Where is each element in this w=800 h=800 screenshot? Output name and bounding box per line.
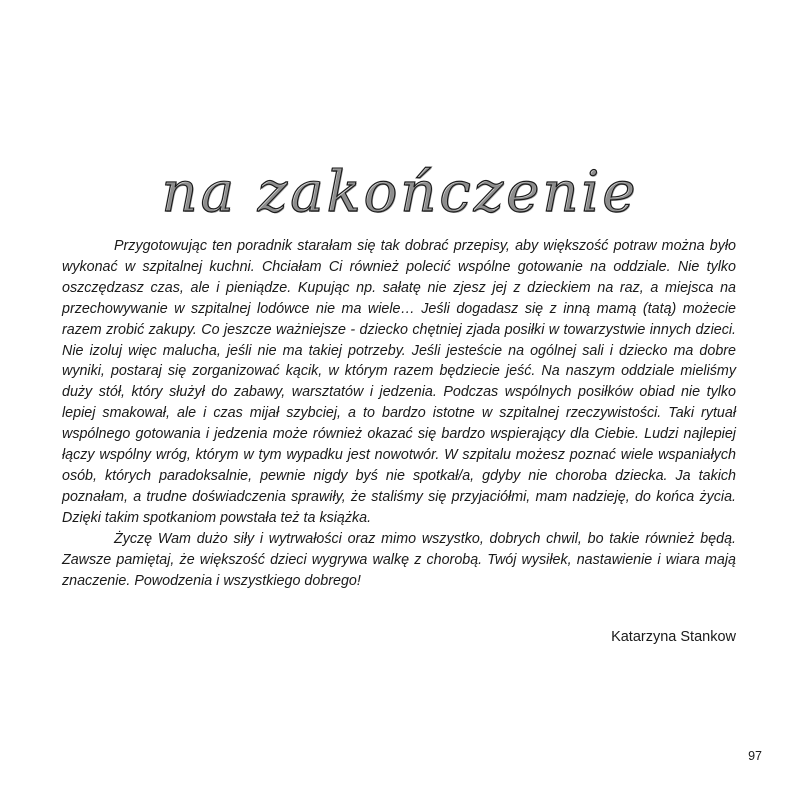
body-text	[62, 236, 736, 591]
page-number: 97	[748, 749, 762, 763]
paragraph-1: Przygotowując ten poradnik starałam się tak dobrać przepisy, aby większość potraw można było wykonać w szpitalnej kuchni. Chciałam Ci również polecić wspólne gotowanie na oddziale. Nie tylko oszczędzasz czas, ale i pieniądze. Kupując np. sałatę nie zjesz jej z dzieckiem na raz, a miejsca na przechowywanie w szpitalnej lodówce nie ma wiele… Jeśli dogadasz się z inną mamą (tatą) możecie razem zrobić zakupy. Co jeszcze ważniejsze - dziecko chętniej zjada posiłki w towarzystwie innych dzieci. Nie izoluj więc malucha, jeśli nie ma takiej potrzeby. Jeśli jesteście na ogólnej sali i dziecko ma dobre wyniki, postaraj się zorganizować kącik, w którym razem będziecie jeść. Na naszym oddziale mieliśmy duży stół, który służył do zabawy, warsztatów i jedzenia. Podczas wspólnych posiłków obiad nie tylko lepiej smakował, ale i czas mijał szybciej, a to bardzo istotne w szpitalnej rzeczywistości. Taki rytuał wspólnego gotowania i jedzenia może również okazać się bardzo wspierający dla Ciebie. Ludzi najlepiej łączy wspólny wróg, którym w tym wypadku jest nowotwór. W szpitalu możesz poznać wiele wspaniałych osób, których paradoksalnie, pewnie nigdy byś nie spotkał/a, gdyby nie choroba dziecka. Ja takich poznałam, a trudne doświadczenia sprawiły, że staliśmy się przyjaciółmi, mam nadzieję, do końca życia. Dzięki takim spotkaniom powstała też ta książka.	[62, 238, 736, 526]
author-signature: Katarzyna Stankow	[611, 629, 736, 645]
page-title: na zakończenie	[161, 160, 639, 225]
paragraph-2: Życzę Wam dużo siły i wytrwałości oraz mimo wszystko, dobrych chwil, bo takie również będą. Zawsze pamiętaj, że większość dzieci wygrywa walkę z chorobą. Twój wysiłek, nastawienie i wiara mają znaczenie. Powodzenia i wszystkiego dobrego!	[62, 530, 736, 589]
